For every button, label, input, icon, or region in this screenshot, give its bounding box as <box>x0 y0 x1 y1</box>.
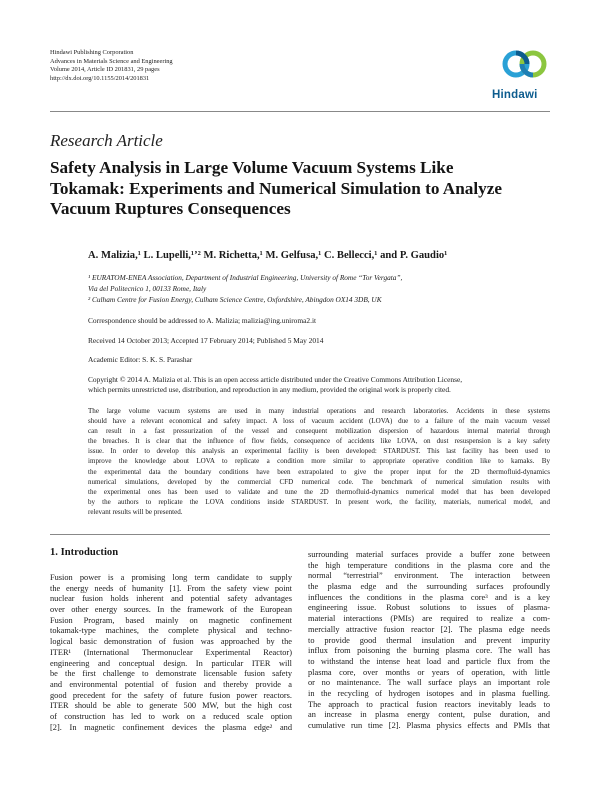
body-line: plasma core, over months or years of operation, with little <box>308 667 550 677</box>
publisher: Hindawi Publishing Corporation <box>50 49 134 56</box>
body-column-left <box>50 573 292 733</box>
body-line: nuclear fusion holds inherent and potential safety advantages <box>50 594 292 604</box>
body-line: to provide good thermal insulation and prevent impurity <box>308 635 550 645</box>
section-heading: 1. Introduction <box>50 547 119 558</box>
body-line: an increase in plasma energy content, pulse duration, and <box>308 710 550 720</box>
abstract-line: can result in a fast pressurization of the vessel and consequent mobilization dispersion of hazardous internal material through <box>88 427 550 436</box>
abstract-line: should have a relevant economical and safety impact. A loss of vacuum accident (LOVA) due to a failure of the main vacuum vessel <box>88 417 550 426</box>
title-line: Vacuum Ruptures Consequences <box>50 199 291 218</box>
body-line: of construction has led to work on a reduced scale option <box>50 711 292 721</box>
header-divider <box>50 111 550 112</box>
body-line: over other energy sources. In the framework of the European <box>50 605 292 615</box>
body-line: ITER¹ (International Thermonuclear Experimental Reactor) <box>50 647 292 657</box>
body-line: good precedent for the safety of future fusion power reactors. <box>50 690 292 700</box>
affiliation-line: ² Culham Centre for Fusion Energy, Culham Science Centre, Oxfordshire, Abingdon OX14 3DB, UK <box>88 295 382 304</box>
body-line: in the recycling of hydrogen isotopes and in plasma fuelling. <box>308 688 550 698</box>
article-title <box>50 158 550 220</box>
title-line: Tokamak: Experiments and Numerical Simulation to Analyze <box>50 178 502 198</box>
body-line: Fusion Program, based mainly on magnetic confinement <box>50 615 292 625</box>
abstract-line: the breaches. It is clear that the influence of flow fields, consequence of accidents like LOVA, on dust resuspension is a key safety <box>88 437 550 446</box>
volume-info: Volume 2014, Article ID 201831, 29 pages <box>50 66 160 74</box>
copyright-line: which permits unrestricted use, distribution, and reproduction in any medium, provided the original work is properly cited. <box>88 385 451 395</box>
body-line: tokamak-type machines, the complete physical and techno- <box>50 626 292 636</box>
abstract-line: the experimental ones has been used to validate and tune the 2D thermofluid-dynamics numerical model that has been developed <box>88 487 550 496</box>
body-line: the high temperature conditions in the plasma core and the <box>308 560 550 570</box>
body-line: engineering and conceptual design. In particular ITER will <box>50 658 292 668</box>
abstract-line: relevant results will be presented. <box>88 507 183 516</box>
body-line: the energy needs of humanity [1]. From the safety view point <box>50 583 292 593</box>
doi-link[interactable]: http://dx.doi.org/10.1155/2014/201831 <box>50 74 150 82</box>
body-line: the plasma edge and the surrounding surfaces profoundly <box>308 582 550 592</box>
body-line: logical basic demonstration of fusion was approached by the <box>50 637 292 647</box>
copyright-line: Copyright © 2014 A. Malizia et al. This is an open access article distributed under the Creative Commons Attribution License, <box>88 375 463 384</box>
body-line: be the first challenge to demonstrate licensable fusion safety <box>50 669 292 679</box>
body-line: influx from poisoning the burning plasma core. The wall has <box>308 646 550 656</box>
body-line: cumulative run time [2]. Plasma physics effects and PMIs that <box>308 721 550 730</box>
logo-wordmark: Hindawi <box>492 89 538 101</box>
affiliation-line: ¹ EURATOM-ENEA Association, Department of Industrial Engineering, University of Rome “Tor Vergata”, <box>88 273 403 282</box>
body-line: normal “terrestrial” environment. The interaction between <box>308 571 550 581</box>
abstract-line: numerical simulations, developed by the commercial CFD numerical code. The benchmark of numerical simulation results with <box>88 477 550 486</box>
section-divider <box>50 534 550 535</box>
body-column-right <box>308 550 550 732</box>
abstract-line: the experimental data the boundary conditions have been extrapolated to give the proper input for the 2D thermofluid-dynamics <box>88 467 550 476</box>
abstract <box>88 406 550 517</box>
body-line: ITER should be able to generate 500 MW, but the high cost <box>50 701 292 711</box>
body-line: surrounding material surfaces provide a buffer zone between <box>308 550 550 559</box>
copyright-notice <box>88 375 550 396</box>
correspondence: Correspondence should be addressed to A. Malizia; malizia@ing.uniroma2.it <box>88 316 317 325</box>
abstract-line: The large volume vacuum systems are used in many industrial operations and research laboratories. Accidents in these systems <box>88 407 550 415</box>
journal-name: Advances in Materials Science and Engineering <box>50 57 173 65</box>
body-line: [2]. In magnetic confinement devices the plasma edge² and <box>50 722 292 732</box>
author-list: A. Malizia,¹ L. Lupelli,¹ʼ² M. Richetta,¹ M. Gelfusa,¹ C. Bellecci,¹ and P. Gaudio¹ <box>88 250 448 261</box>
academic-editor: Academic Editor: S. K. S. Parashar <box>88 355 193 364</box>
abstract-line: issue. In order to develop this analysis an experimental facility is been developed: STARDUST. This last facility has been used to <box>88 447 550 456</box>
body-line: mercially attractive fusion reactor [2]. The plasma edge needs <box>308 624 550 634</box>
body-line: engineering issue. Robust solutions to issues of plasma- <box>308 603 550 613</box>
affiliation-line: Via del Politecnico 1, 00133 Rome, Italy <box>88 284 207 293</box>
article-type: Research Article <box>50 131 163 150</box>
body-line: influences the conditions in the plasma core³ and is a key <box>308 592 550 602</box>
journal-header <box>50 49 173 83</box>
body-line: Fusion power is a promising long term candidate to supply <box>50 573 292 582</box>
abstract-line: improve the knowledge about LOVA to replicate a condition more similar to appropriate operative condition like to kamaks. By <box>88 457 550 466</box>
body-line: The approach to practical fusion reactors inevitably leads to <box>308 699 550 709</box>
body-line: and environmental potential of fusion and thereby provide a <box>50 679 292 689</box>
abstract-line: by the authors to replicate the LOVA conditions inside STARDUST. In present work, the facility, materials, numerical model, and <box>88 497 550 506</box>
title-line: Safety Analysis in Large Volume Vacuum Systems Like <box>50 158 454 177</box>
body-line: or no maintenance. The wall surface plays an important role <box>308 678 550 688</box>
body-line: material interactions (PMIs) are required to realize a com- <box>308 614 550 624</box>
received-dates: Received 14 October 2013; Accepted 17 February 2014; Published 5 May 2014 <box>88 336 324 345</box>
affiliations <box>88 272 402 305</box>
body-line: to withstand the intense heat load and particle flux from the <box>308 656 550 666</box>
